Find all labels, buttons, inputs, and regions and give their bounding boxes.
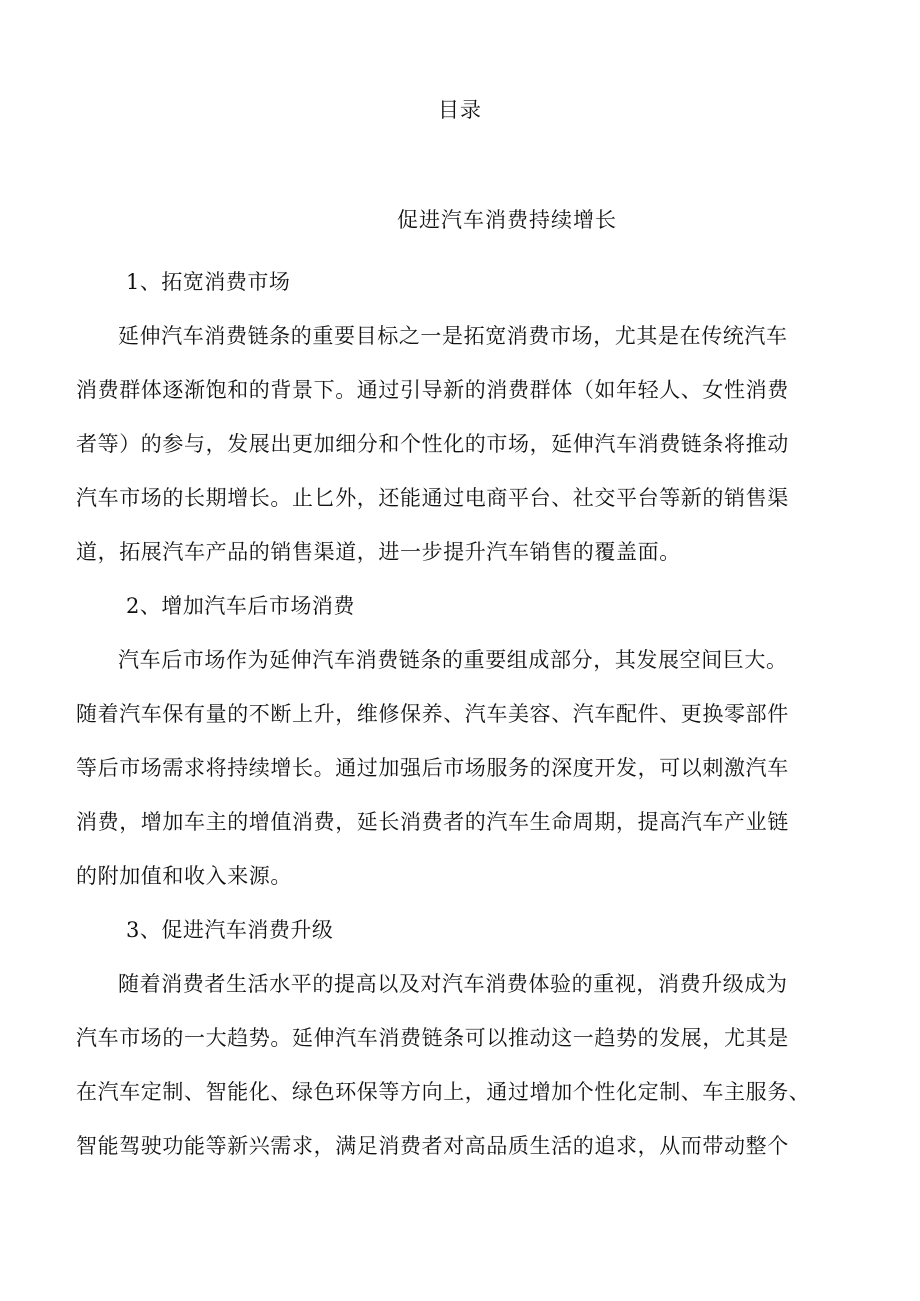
paragraph-line: 延伸汽车消费链条的重要目标之一是拓宽消费市场，尤其是在传统汽车 (118, 324, 788, 348)
paragraph-line: 消费，增加车主的增值消费，延长消费者的汽车生命周期，提高汽车产业链 (76, 810, 789, 834)
section-heading-2: 2、增加汽车后市场消费 (126, 594, 355, 618)
document-title: 促进汽车消费持续增长 (397, 208, 617, 232)
section-paragraph-1 (76, 318, 846, 570)
paragraph-line: 随着消费者生活水平的提高以及对汽车消费体验的重视，消费升级成为 (118, 972, 788, 996)
paragraph-line: 汽车后市场作为延伸汽车消费链条的重要组成部分，其发展空间巨大。 (118, 648, 788, 672)
section-heading-1: 1、拓宽消费市场 (126, 270, 291, 294)
paragraph-line: 道，拓展汽车产品的销售渠道，进一步提升汽车销售的覆盖面。 (76, 540, 681, 564)
paragraph-line: 汽车市场的一大趋势。延伸汽车消费链条可以推动这一趋势的发展，尤其是 (76, 1026, 789, 1050)
section-paragraph-2 (76, 642, 846, 894)
paragraph-line: 汽车市场的长期增长。止匕外，还能通过电商平台、社交平台等新的销售渠 (76, 486, 789, 510)
paragraph-line: 等后市场需求将持续增长。通过加强后市场服务的深度开发，可以刺激汽车 (76, 756, 789, 780)
toc-title: 目录 (438, 98, 482, 122)
section-heading-3: 3、促进汽车消费升级 (126, 918, 334, 942)
paragraph-line: 智能驾驶功能等新兴需求，满足消费者对高品质生活的追求，从而带动整个 (76, 1134, 789, 1158)
paragraph-line: 随着汽车保有量的不断上升，维修保养、汽车美容、汽车配件、更换零部件 (76, 702, 789, 726)
paragraph-line: 的附加值和收入来源。 (76, 864, 292, 888)
paragraph-line: 在汽车定制、智能化、绿色环保等方向上，通过增加个性化定制、车主服务、 (76, 1080, 811, 1104)
document-body (76, 264, 846, 1182)
paragraph-line: 消费群体逐渐饱和的背景下。通过引导新的消费群体（如年轻人、女性消费 (76, 378, 789, 402)
paragraph-line: 者等）的参与，发展出更加细分和个性化的市场，延伸汽车消费链条将推动 (76, 432, 789, 456)
section-paragraph-3 (76, 966, 846, 1164)
